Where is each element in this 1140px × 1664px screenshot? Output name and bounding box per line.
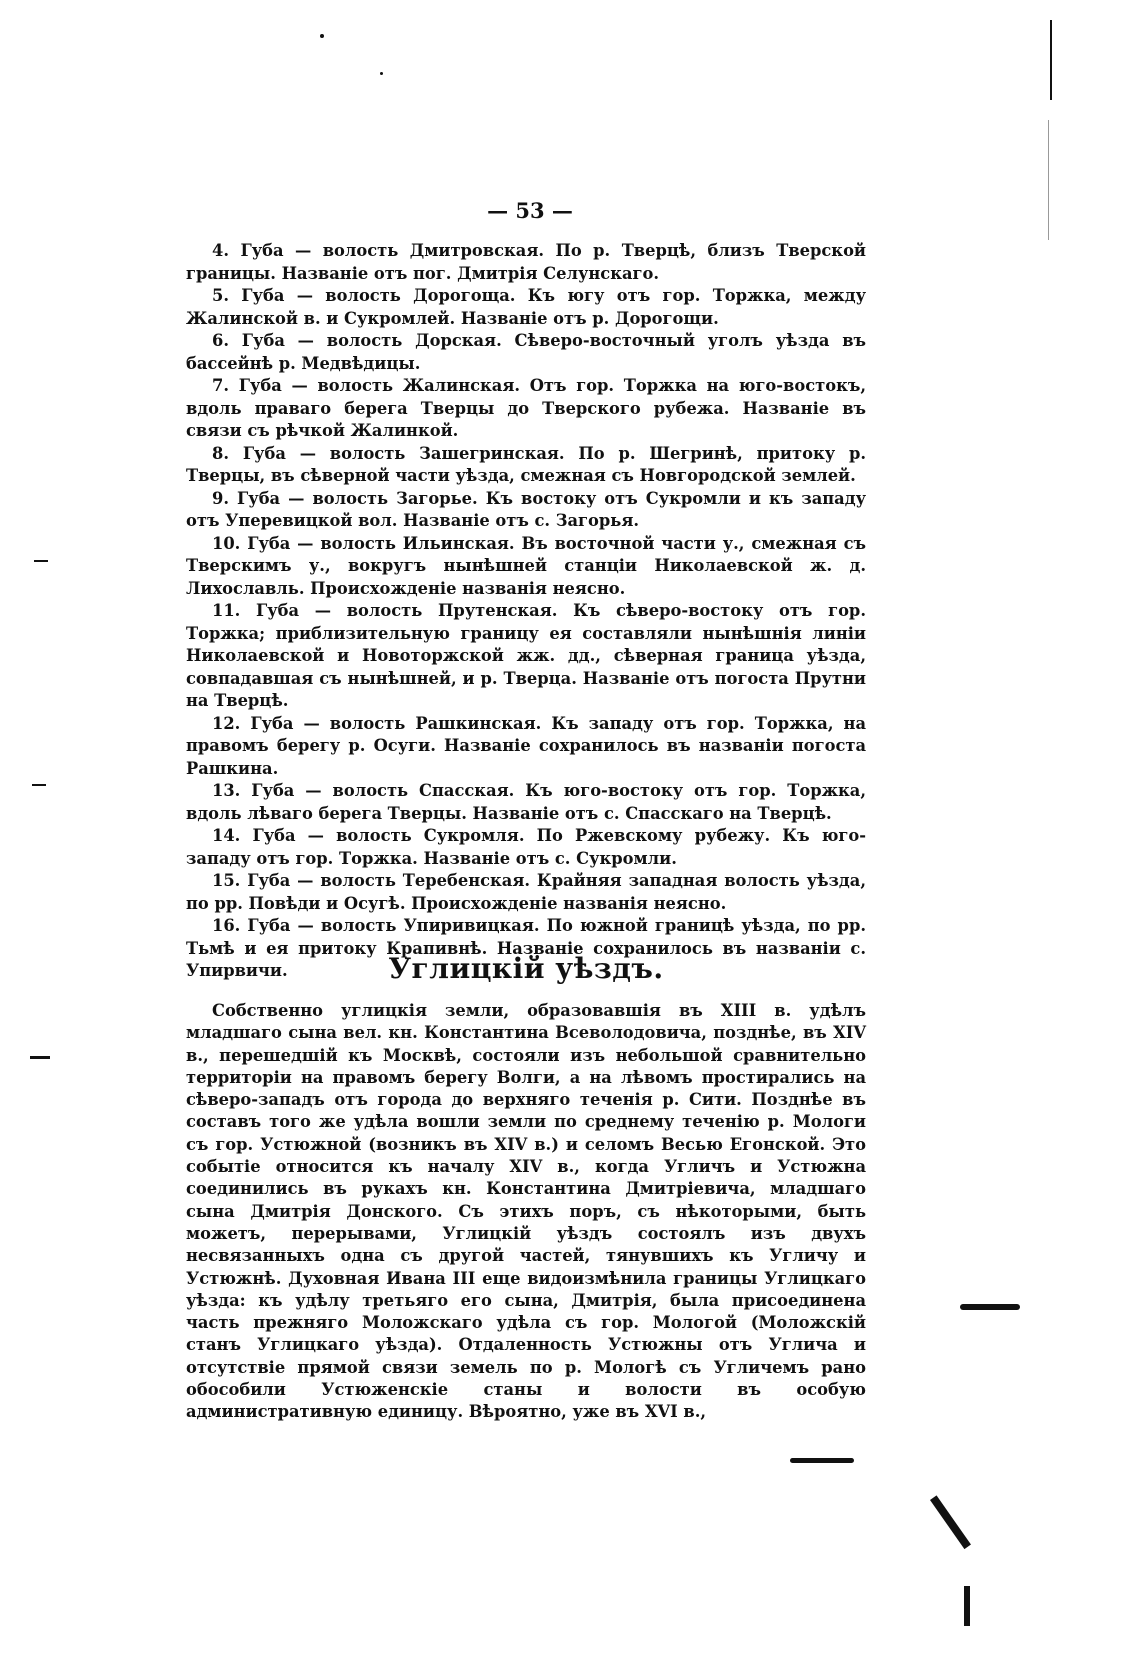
scan-mark-margin — [34, 560, 48, 562]
list-item: 15. Губа — волость Теребенская. Крайняя западная волость уѣзда, по рр. Повѣди и Осугѣ. Происхожденіе названія неясно. — [186, 871, 866, 913]
scan-mark-border — [1048, 120, 1049, 240]
list-item: 16. Губа — волость Упиривицкая. По южной границѣ уѣзда, по рр. Тьмѣ и ея притоку Крапивнѣ. Названіе сохранилось въ названіи с. Упирвичи. — [186, 916, 866, 980]
section-title: Углицкій уѣздъ. — [388, 952, 664, 985]
section-body — [186, 1000, 866, 1424]
list-item: 10. Губа — волость Ильинская. Въ восточной части у., смежная съ Тверскимъ у., вокругъ нынѣшней станціи Николаевской ж. д. Лихославль. Происхожденіе названія неясно. — [186, 533, 866, 598]
scan-mark-smudge — [964, 1586, 970, 1626]
scan-mark-smudge — [790, 1458, 854, 1463]
scan-mark-margin — [30, 1056, 50, 1059]
page-number: — 53 — — [487, 198, 573, 223]
list-item: 8. Губа — волость Зашегринская. По р. Шегринѣ, притоку р. Тверцы, въ сѣверной части уѣзда, смежная съ Новгородской землей. — [186, 443, 866, 485]
list-item: 14. Губа — волость Сукромля. По Ржевскому рубежу. Къ юго-западу отъ гор. Торжка. Названіе отъ с. Сукромли. — [186, 826, 866, 868]
list-item: 12. Губа — волость Рашкинская. Къ западу отъ гор. Торжка, на правомъ берегу р. Осуги. Названіе сохранилось въ названіи погоста Рашкина. — [186, 713, 866, 778]
scan-mark-dot — [380, 72, 383, 75]
scan-mark-smudge — [960, 1304, 1020, 1310]
guba-entries-list — [186, 240, 866, 983]
list-item: 4. Губа — волость Дмитровская. По р. Тверцѣ, близъ Тверской границы. Названіе отъ пог. Дмитрія Селунскаго. — [186, 241, 866, 283]
scan-mark-smudge — [930, 1495, 971, 1549]
list-item: 6. Губа — волость Дорская. Сѣверо-восточный уголъ уѣзда въ бассейнѣ р. Медвѣдицы. — [186, 331, 866, 373]
scan-mark-margin — [32, 784, 46, 786]
list-item: 9. Губа — волость Загорье. Къ востоку отъ Сукромли и къ западу отъ Уперевицкой вол. Названіе отъ с. Загорья. — [186, 488, 866, 530]
list-item: 11. Губа — волость Прутенская. Къ сѣверо-востоку отъ гор. Торжка; приблизительную границу ея составляли нынѣшнія линіи Николаевской и Новоторжской жж. дд., сѣверная граница уѣзда, совпадавшая съ нынѣшней, и р. Тверца. Названіе отъ погоста Прутни на Тверцѣ. — [186, 601, 866, 710]
list-item: 13. Губа — волость Спасская. Къ юго-востоку отъ гор. Торжка, вдоль лѣваго берега Тверцы. Названіе отъ с. Спасскаго на Тверцѣ. — [186, 781, 866, 823]
list-item: 5. Губа — волость Дорогоща. Къ югу отъ гор. Торжка, между Жалинской в. и Сукромлей. Названіе отъ р. Дорогощи. — [186, 286, 866, 328]
scan-mark-border — [1050, 20, 1052, 100]
body-paragraph: Собственно углицкія земли, образовавшія въ XIII в. удѣлъ младшаго сына вел. кн. Константина Всеволодовича, позднѣе, въ XIV в., перешедшій къ Москвѣ, состояли изъ небольшой сравнительно территоріи на правомъ берегу Волги, а на лѣвомъ простирались на сѣверо-западъ отъ города до верхняго теченія р. Сити. Позднѣе въ составъ того же удѣла вошли земли по среднему теченію р. Мологи съ гор. Устюжной (возникъ въ XIV в.) и селомъ Весью Егонской. Это событіе относится къ началу XIV в., когда Угличъ и Устюжна соединились въ рукахъ кн. Константина Дмитріевича, младшаго сына Дмитрія Донского. Съ этихъ поръ, съ нѣкоторыми, быть можетъ, перерывами, Углицкій уѣздъ состоялъ изъ двухъ несвязанныхъ одна съ другой частей, тянувшихъ къ Угличу и Устюжнѣ. Духовная Ивана III еще видоизмѣнила границы Углицкаго уѣзда: къ удѣлу третьяго его сына, Дмитрія, была присоединена часть прежняго Моложскаго удѣла съ гор. Мологой (Моложскій станъ Углицкаго уѣзда). Отдаленность Устюжны отъ Углича и отсутствіе прямой связи земель по р. Мологѣ съ Угличемъ рано обособили Устюженскіе станы и волости въ особую административную единицу. Вѣроятно, уже въ XVI в., — [186, 1001, 866, 1422]
list-item: 7. Губа — волость Жалинская. Отъ гор. Торжка на юго-востокъ, вдоль праваго берега Тверцы до Тверского рубежа. Названіе въ связи съ рѣчкой Жалинкой. — [186, 376, 866, 440]
scan-mark-dot — [320, 34, 324, 38]
